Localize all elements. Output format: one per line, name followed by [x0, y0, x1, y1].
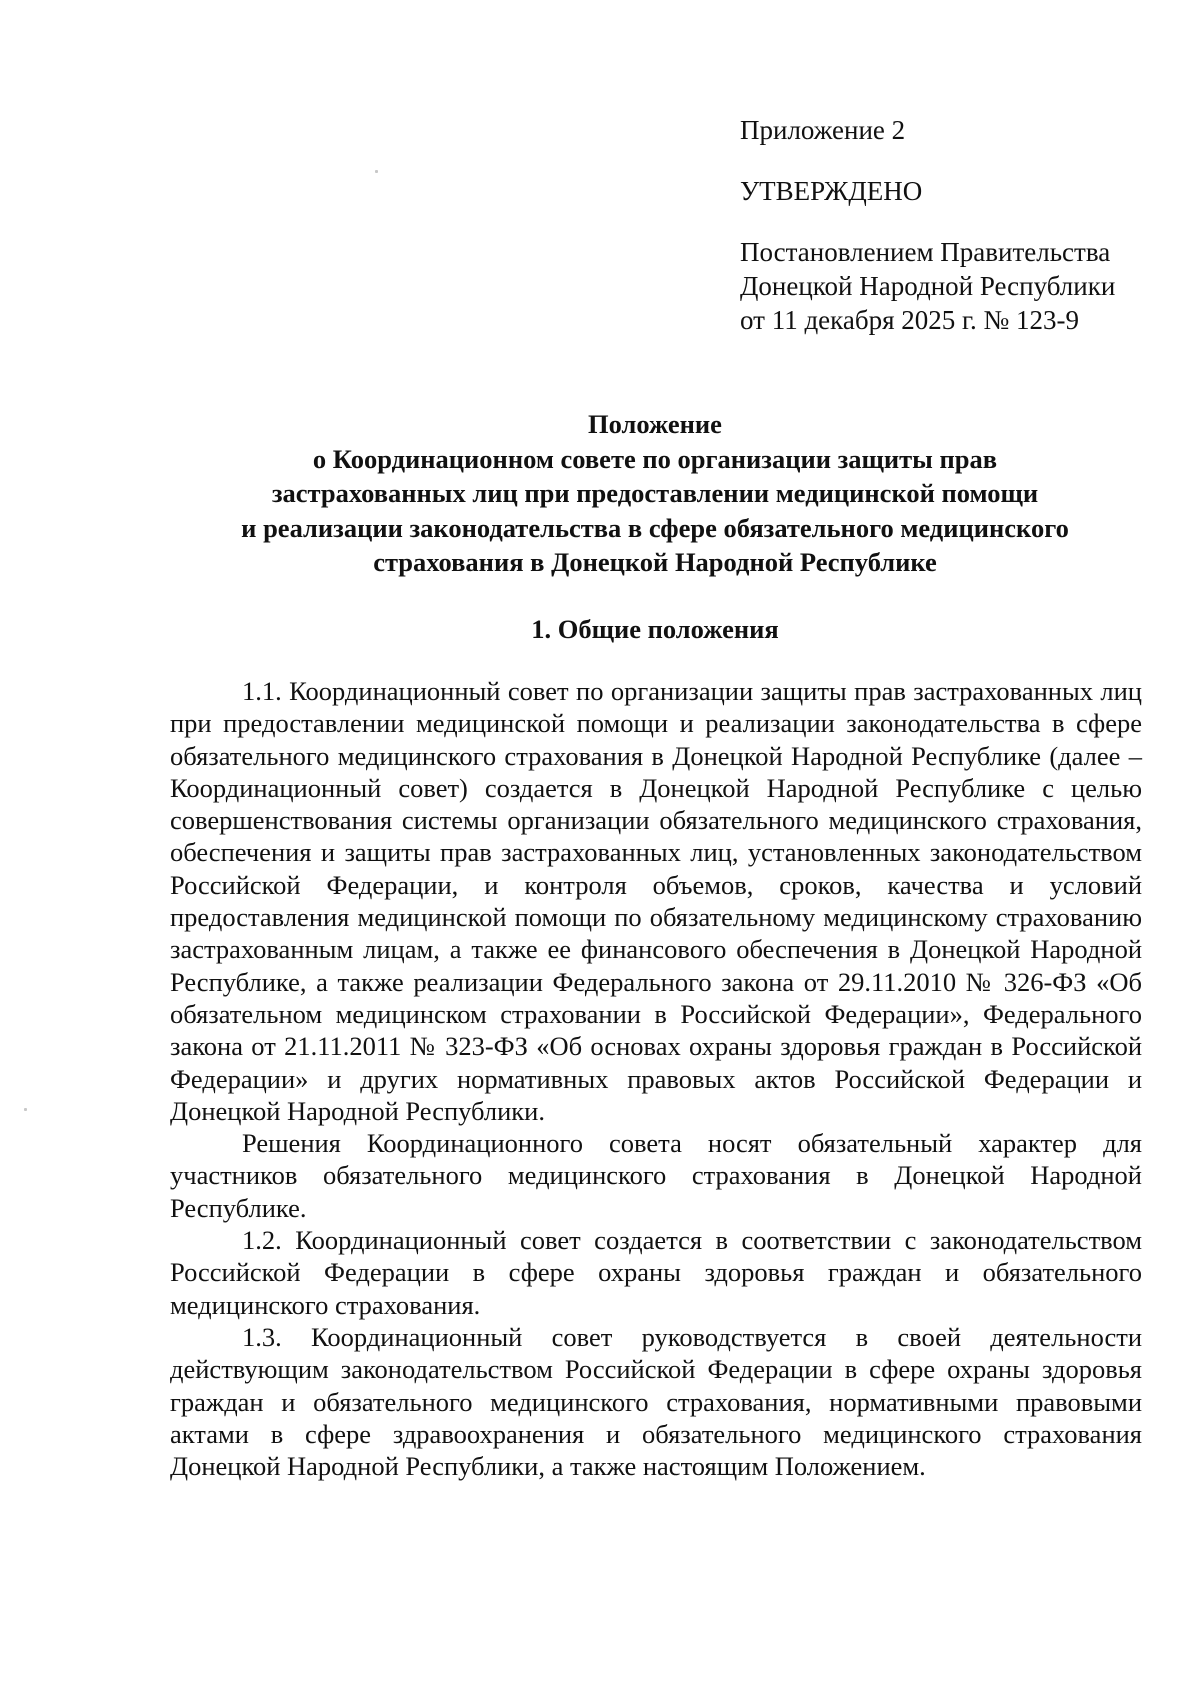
paragraph-1-1: 1.1. Координационный совет по организации защиты прав застрахованных лиц при предоставлении медицинской помощи и реализации законодательства в сфере обязательного медицинского страхования в Донецкой Народной Республике (далее – Координационный совет) создается в Донецкой Народной Республике с целью совершенствования системы организации обязательного медицинского страхования, обеспечения и защиты прав застрахованных лиц, установленных законодательством Российской Федерации, и контроля объемов, сроков, качества и условий предоставления медицинской помощи по обязательному медицинскому страхованию застрахованным лицам, а также ее финансового обеспечения в Донецкой Народной Республике, а также реализации Федерального закона от 29.11.2010 № 326-ФЗ «Об обязательном медицинском страховании в Российской Федерации», Федерального закона от 21.11.2011 № 323-ФЗ «Об основах охраны здоровья граждан в Российской Федерации» и других нормативных правовых актов Российской Федерации и Донецкой Народной Республики. — [170, 676, 1142, 1126]
decree-line: Донецкой Народной Республики — [740, 271, 1116, 301]
approved-stamp-text: УТВЕРЖДЕНО — [740, 176, 923, 206]
decree-line: Постановлением Правительства — [740, 237, 1111, 267]
appendix-label: Приложение 2 — [740, 115, 906, 145]
document-title — [160, 407, 1150, 580]
section-heading: 1. Общие положения — [531, 614, 779, 644]
paragraph-1-3: 1.3. Координационный совет руководствуется в своей деятельности действующим законодательством Российской Федерации в сфере охраны здоровья граждан и обязательного медицинского страхования, нормативными правовыми актами в сфере здравоохранения и обязательного медицинского страхования Донецкой Народной Республики, а также настоящим Положением. — [170, 1321, 1142, 1482]
title-line: Положение — [588, 409, 722, 439]
paragraph-decisions: Решения Координационного совета носят обязательный характер для участников обязательного медицинского страхования в Донецкой Народной Республике. — [170, 1128, 1142, 1223]
title-line: о Координационном совете по организации защиты прав — [312, 443, 998, 474]
section-body — [170, 675, 1142, 1482]
title-line: страхования в Донецкой Народной Республике — [373, 547, 937, 577]
scan-speck — [24, 1108, 27, 1111]
decree-date-number: от 11 декабря 2025 г. № 123-9 — [740, 305, 1080, 335]
scan-speck — [375, 170, 378, 173]
title-line: и реализации законодательства в сфере обязательного медицинского — [241, 512, 1069, 543]
title-line: застрахованных лиц при предоставлении медицинской помощи — [271, 478, 1039, 508]
approval-block — [740, 113, 1160, 337]
paragraph-1-2: 1.2. Координационный совет создается в соответствии с законодательством Российской Федерации в сфере охраны здоровья граждан и обязательного медицинского страхования. — [170, 1225, 1142, 1320]
